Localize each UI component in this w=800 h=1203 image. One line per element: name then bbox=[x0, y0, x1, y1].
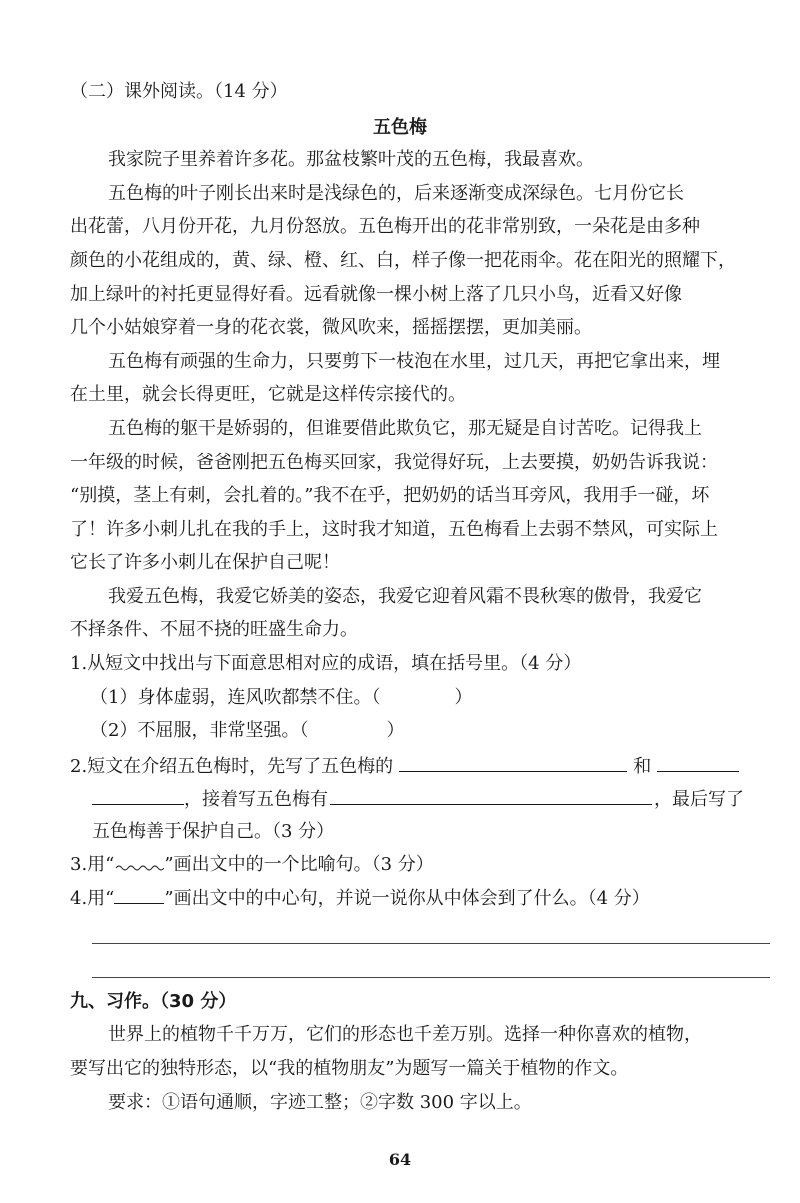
answer-blank-2-d[interactable] bbox=[330, 786, 652, 805]
answer-blank-2-b[interactable] bbox=[657, 753, 739, 772]
answer-line-2[interactable] bbox=[92, 977, 770, 978]
passage-line: 出花蕾，八月份开花，九月份怒放。五色梅开出的花非常别致，一朵花是由多种 bbox=[70, 216, 700, 237]
composition-heading: 九、习作。（30 分） bbox=[70, 991, 237, 1012]
section-heading: （二）课外阅读。（14 分） bbox=[70, 81, 288, 102]
answer-line-1[interactable] bbox=[92, 943, 770, 944]
passage-line: “别摸，茎上有刺，会扎着的。”我不在乎，把奶奶的话当耳旁风，我用手一碰，坏 bbox=[70, 485, 710, 506]
passage-line: 它长了许多小刺儿在保护自己呢！ bbox=[70, 552, 340, 573]
wavy-underline-icon bbox=[114, 858, 164, 872]
passage-line: 五色梅的叶子刚长出来时是浅绿色的，后来逐渐变成深绿色。七月份它长 bbox=[108, 183, 684, 204]
passage-line: 我家院子里养着许多花。那盆枝繁叶茂的五色梅，我最喜欢。 bbox=[108, 149, 594, 170]
question-2-text-b: ，接着写五色梅有 bbox=[184, 789, 328, 810]
question-2-line-1 bbox=[70, 753, 739, 779]
passage-line: 加上绿叶的衬托更显得好看。远看就像一棵小树上落了几只小鸟，近看又好像 bbox=[70, 284, 682, 305]
question-3-text-b: ”画出文中的一个比喻句。（3 分） bbox=[164, 854, 434, 875]
question-1-2-text: （2）不屈服，非常坚强。（ bbox=[90, 720, 309, 741]
answer-blank-2-a[interactable] bbox=[399, 753, 627, 772]
passage-line: 几个小姑娘穿着一身的花衣裳，微风吹来，摇摇摆摆，更加美丽。 bbox=[70, 317, 592, 338]
question-1-2 bbox=[90, 719, 404, 743]
question-4 bbox=[70, 887, 650, 911]
passage-title: 五色梅 bbox=[373, 117, 427, 138]
question-2-text-a: 2.短文在介绍五色梅时，先写了五色梅的 bbox=[70, 756, 394, 777]
question-4-text-a: 4.用“ bbox=[70, 888, 115, 909]
passage-line: 在土里，就会长得更旺，它就是这样传宗接代的。 bbox=[70, 384, 466, 405]
composition-line-2: 要写出它的独特形态，以“我的植物朋友”为题写一篇关于植物的作文。 bbox=[70, 1058, 629, 1079]
question-1-1-text: （1）身体虚弱，连风吹都禁不住。（ bbox=[90, 687, 381, 708]
passage-line: 颜色的小花组成的，黄、绿、橙、红、白，样子像一把花雨伞。花在阳光的照耀下， bbox=[70, 250, 736, 271]
passage-line: 了！许多小刺儿扎在我的手上，这时我才知道，五色梅看上去弱不禁风，可实际上 bbox=[70, 519, 718, 540]
question-1: 1.从短文中找出与下面意思相对应的成语，填在括号里。（4 分） bbox=[70, 653, 582, 674]
question-4-text-b: ”画出文中的中心句，并说一说你从中体会到了什么。（4 分） bbox=[164, 888, 650, 909]
question-2-text-c: ，最后写了 bbox=[654, 789, 744, 810]
composition-line-3: 要求：①语句通顺，字迹工整；②字数 300 字以上。 bbox=[108, 1092, 532, 1113]
question-3 bbox=[70, 853, 434, 877]
question-3-text-a: 3.用“ bbox=[70, 854, 115, 875]
answer-blank-2-c[interactable] bbox=[92, 786, 184, 805]
passage-line: 一年级的时候，爸爸刚把五色梅买回家，我觉得好玩，上去要摸，奶奶告诉我说： bbox=[70, 452, 718, 473]
question-2-line-3: 五色梅善于保护自己。（3 分） bbox=[92, 821, 335, 842]
close-paren: ） bbox=[454, 687, 473, 708]
question-2-line-2 bbox=[92, 786, 744, 812]
page-number: 64 bbox=[388, 1150, 412, 1169]
passage-line: 不择条件、不屈不挠的旺盛生命力。 bbox=[70, 619, 358, 640]
question-1-1 bbox=[90, 686, 472, 710]
passage-line: 五色梅有顽强的生命力，只要剪下一枝泡在水里，过几天，再把它拿出来，埋 bbox=[108, 351, 720, 372]
question-2-and: 和 bbox=[633, 756, 652, 777]
straight-underline-sample bbox=[114, 889, 164, 904]
composition-line-1: 世界上的植物千千万万，它们的形态也千差万别。选择一种你喜欢的植物， bbox=[108, 1024, 702, 1045]
close-paren: ） bbox=[386, 720, 405, 741]
passage-line: 我爱五色梅，我爱它娇美的姿态，我爱它迎着风霜不畏秋寒的傲骨，我爱它 bbox=[108, 586, 702, 607]
passage-line: 五色梅的躯干是娇弱的，但谁要借此欺负它，那无疑是自讨苦吃。记得我上 bbox=[108, 418, 702, 439]
